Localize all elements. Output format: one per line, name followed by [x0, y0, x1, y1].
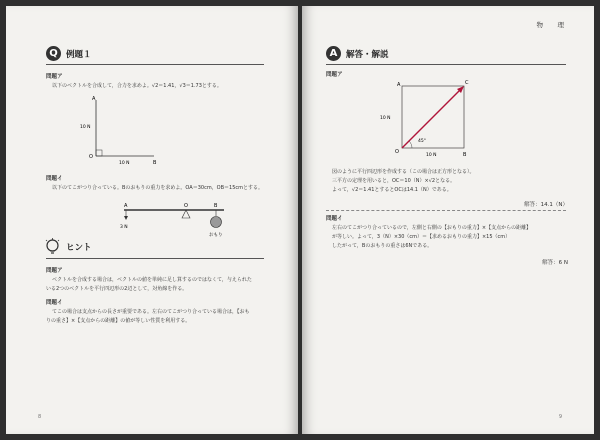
lever-figure [116, 198, 236, 242]
resultant-vector [402, 88, 462, 148]
ans-label-a: A [397, 82, 401, 88]
lever-label-b: B [214, 203, 218, 209]
answer-divider [326, 210, 566, 211]
hint-part-a-line-2: いる2つのベクトルを平行四辺形の2辺として，対角線を作る。 [46, 286, 188, 292]
answer-b-line-3: したがって，Bのおもりの重さは6Nである。 [332, 243, 433, 249]
ans-horizontal-label: 10 N [426, 153, 437, 158]
answer-a-line-3: よって，√2＝1.41とするとOCは14.1（N）である。 [332, 187, 452, 193]
question-part-a-label: 問題ア [46, 74, 63, 80]
left-folio: 8 [38, 414, 42, 420]
answer-a-result: 解答：14.1（N） [524, 202, 568, 208]
answer-title: 解答・解説 [346, 49, 389, 60]
right-folio: 9 [558, 414, 562, 420]
question-header [46, 46, 92, 61]
book-spread [6, 6, 594, 434]
ans-vertical-label: 10 N [380, 116, 391, 121]
hint-part-a-line-1: ベクトルを合成する場合は，ベクトルの値を単純に足し算するのではなくて，与えられた [52, 277, 252, 283]
fig-label-vertical: 10 N [80, 125, 91, 130]
hint-title: ヒント [66, 242, 92, 253]
hint-header [44, 238, 92, 255]
right-page [302, 6, 594, 434]
lever-force-label: 3 N [120, 225, 128, 230]
question-icon: Q [46, 46, 61, 61]
answer-a-line-1: 図のように平行四辺形を作成する（この場合は正方形となる）。 [332, 169, 475, 175]
answer-rule [326, 64, 566, 65]
ans-angle-label: 45° [418, 139, 426, 144]
right-angle-mark [96, 150, 102, 156]
lever-label-o: O [184, 203, 188, 209]
weight-ball [211, 217, 222, 228]
fig-label-horizontal: 10 N [119, 161, 130, 166]
hint-part-a-label: 問題ア [46, 268, 63, 274]
hint-part-b-line-1: てこの場合は支点からの長さが重要である。左右のてこがつり合っている場合は，【おも [52, 309, 250, 315]
fig-label-o: O [89, 154, 93, 160]
answer-b-line-1: 左右のてこがつり合っているので，左側と右側の【おもりの重力】×【支点からの距離】 [332, 225, 532, 231]
fig-label-b: B [153, 160, 157, 166]
hint-part-b-line-2: りの重さ】×【支点からの距離】の値が等しい性質を利用する。 [46, 318, 191, 324]
question-part-a-text: 以下のベクトルを合成して，合力を求めよ。√2＝1.41，√3＝1.73とする。 [52, 83, 222, 89]
ans-label-c: C [465, 80, 469, 86]
hint-part-b-label: 問題イ [46, 300, 63, 306]
force-arrow-head [124, 216, 128, 220]
weight-label: おもり [209, 233, 223, 238]
question-title: 例題１ [66, 49, 92, 60]
question-rule [46, 64, 264, 65]
answer-b-line-2: が等しい。よって，3（N）×30（cm）＝【求めるおもりの重力】×15（cm） [332, 234, 511, 240]
vector-figure-question [76, 90, 176, 170]
answer-a-line-2: 三平方の定理を用いると，OC＝10（N）×√2となる。 [332, 178, 456, 184]
answer-icon: A [326, 46, 341, 61]
lightbulb-icon [44, 238, 61, 255]
ans-label-b: B [463, 152, 467, 158]
fig-label-a: A [92, 96, 96, 102]
ans-label-o: O [395, 149, 399, 155]
answer-part-b-label: 問題イ [326, 216, 343, 222]
angle-arc [409, 141, 412, 148]
left-page [6, 6, 298, 434]
answer-header [326, 46, 389, 61]
lever-label-a: A [124, 203, 128, 209]
hint-rule [46, 258, 264, 259]
answer-b-result: 解答：6 N [542, 260, 568, 266]
question-part-b-text: 以下のてこがつり合っている。Bのおもりの重力を求めよ。OA＝30cm，OB＝15cmとする。 [52, 185, 264, 191]
answer-part-a-label: 問題ア [326, 72, 343, 78]
running-head: 物 理 [536, 21, 568, 29]
fulcrum [182, 210, 190, 218]
question-part-b-label: 問題イ [46, 176, 63, 182]
vector-figure-answer [372, 74, 482, 164]
